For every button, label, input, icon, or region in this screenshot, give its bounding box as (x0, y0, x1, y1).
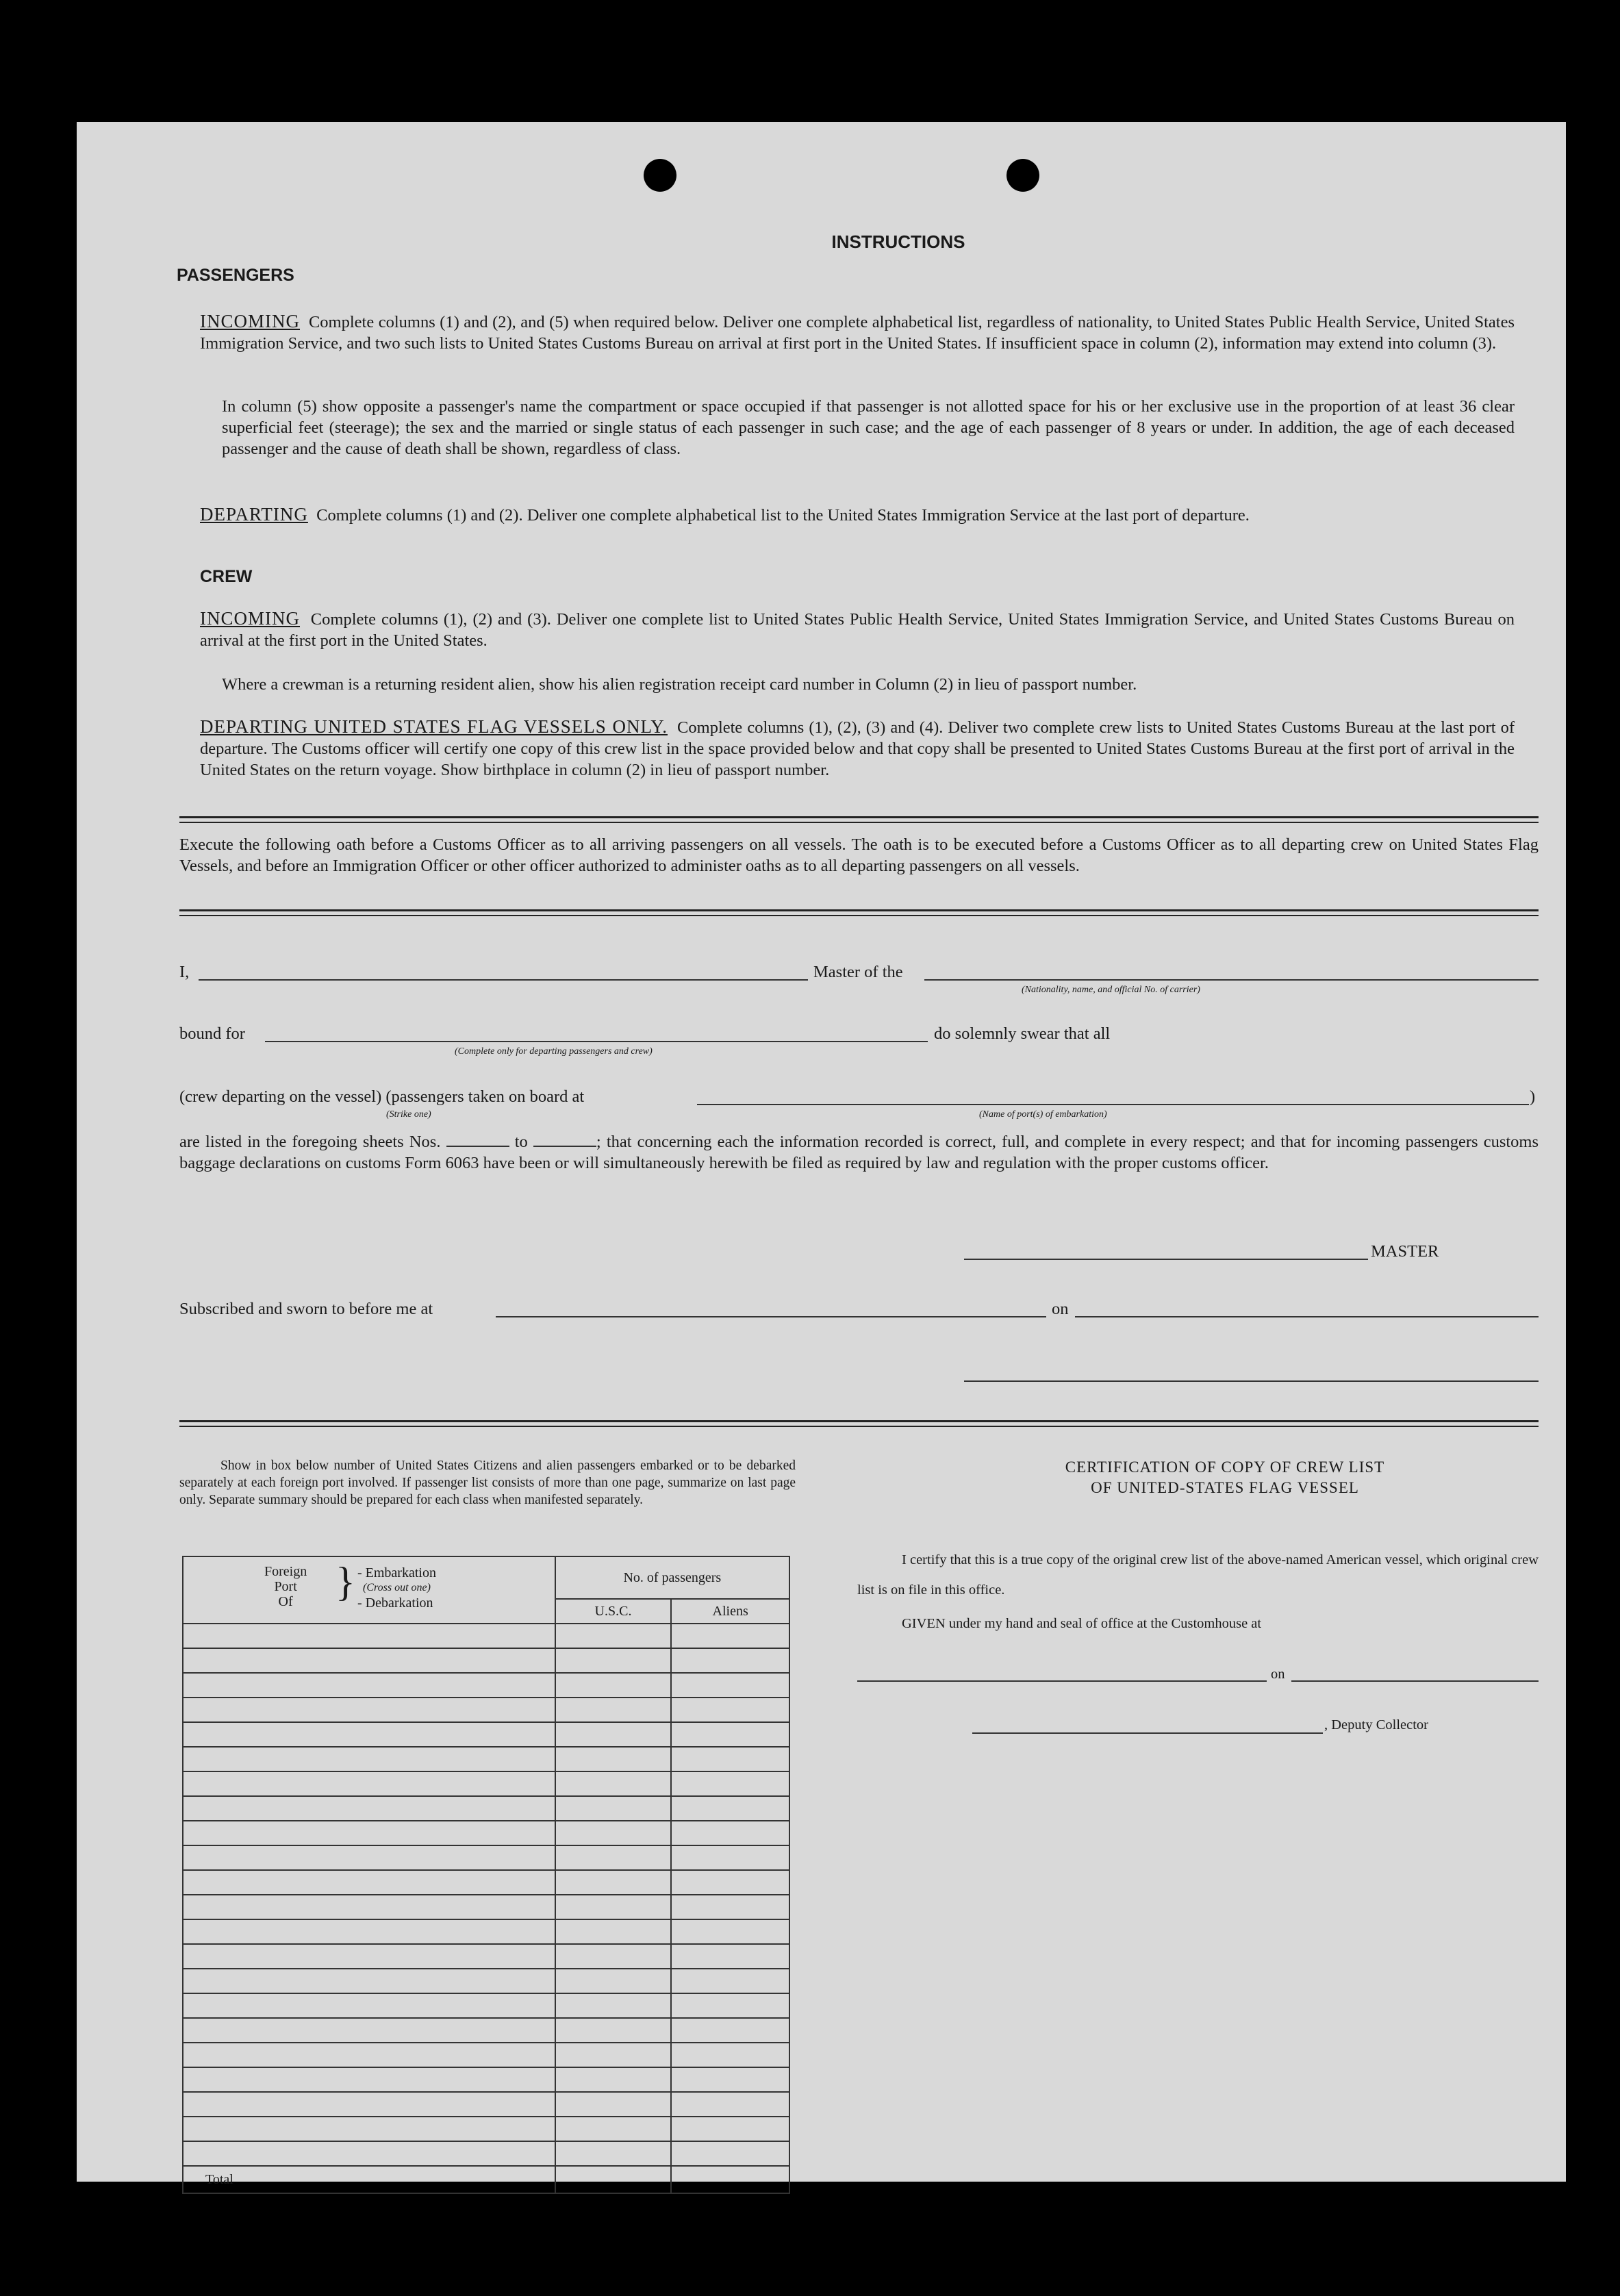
foreign-port-of (264, 1564, 307, 1609)
usc-cell[interactable] (555, 1796, 672, 1821)
certify-text: I certify that this is a true copy of the original crew list of the above-named American vessel, which original crew list is on file in this office. (857, 1552, 1539, 1598)
usc-total-cell[interactable] (555, 2166, 672, 2193)
usc-cell[interactable] (555, 1722, 672, 1747)
bound-for-label: bound for (179, 1024, 245, 1043)
crewman-instructions: Where a crewman is a returning resident alien, show his alien registration receipt card number in Column (2) in lieu of passport number. (222, 675, 1137, 694)
close-paren: ) (1530, 1087, 1536, 1106)
aliens-cell[interactable] (671, 1919, 789, 1944)
usc-cell[interactable] (555, 1993, 672, 2018)
aliens-total-cell[interactable] (671, 2166, 789, 2193)
of-label: Of (278, 1594, 293, 1609)
usc-cell[interactable] (555, 1919, 672, 1944)
divider (179, 1426, 1539, 1427)
port-cell[interactable] (183, 1673, 555, 1698)
usc-header: U.S.C. (555, 1599, 672, 1624)
master-name-field[interactable] (199, 979, 808, 981)
usc-cell[interactable] (555, 2018, 672, 2043)
usc-cell[interactable] (555, 1969, 672, 1993)
carrier-field[interactable] (924, 979, 1539, 981)
aliens-cell[interactable] (671, 1821, 789, 1845)
listed-a: are listed in the foregoing sheets Nos. (179, 1133, 441, 1151)
usc-cell[interactable] (555, 1771, 672, 1796)
cert-on-label: on (1271, 1667, 1285, 1682)
port-cell[interactable] (183, 1845, 555, 1870)
aliens-header: Aliens (671, 1599, 789, 1624)
aliens-cell[interactable] (671, 1895, 789, 1919)
usc-cell[interactable] (555, 1648, 672, 1673)
deputy-collector-label: , Deputy Collector (1324, 1717, 1429, 1732)
bound-for-field[interactable] (265, 1041, 928, 1042)
port-cell[interactable] (183, 2092, 555, 2117)
port-cell[interactable] (183, 1919, 555, 1944)
usc-cell[interactable] (555, 2067, 672, 2092)
oath-instructions: Execute the following oath before a Customs Officer as to all arriving passengers on all vessels. The oath is to be executed before a Customs Officer as to all departing crew on United States Flag Vessels, and before an Immigration Officer or other officer authorized to administer oaths as to all departing passengers on all vessels. (179, 835, 1539, 875)
aliens-cell[interactable] (671, 2092, 789, 2117)
aliens-cell[interactable] (671, 2067, 789, 2092)
departing-label: DEPARTING (200, 504, 308, 525)
certification-title-line2: OF UNITED-STATES FLAG VESSEL (1091, 1479, 1359, 1496)
carrier-note: (Nationality, name, and official No. of carrier) (1022, 985, 1200, 995)
crew-incoming-instructions (200, 608, 1515, 651)
crew-departing-label: (crew departing on the vessel) (passengers taken on board at (179, 1087, 585, 1106)
usc-cell[interactable] (555, 1698, 672, 1722)
aliens-cell[interactable] (671, 1698, 789, 1722)
oath-i: I, (179, 963, 190, 981)
flag-vessel-text: Complete columns (1), (2), (3) and (4). Deliver two complete crew lists to United States Customs Bureau at the last port of departure. The Customs officer will certify one copy of this crew list in the space provided below and that copy shall be presented to United States Customs Bureau at the first port of arrival in the United States on the return voyage. Show birthplace in column (2) in lieu of passport number. (200, 718, 1515, 779)
usc-cell[interactable] (555, 1895, 672, 1919)
do-solemnly-label: do solemnly swear that all (934, 1024, 1111, 1043)
divider (179, 1420, 1539, 1422)
sworn-date-field[interactable] (1075, 1316, 1539, 1317)
summary-instructions: Show in box below number of United States Citizens and alien passengers embarked or to be debarked separately at each foreign port involved. If passenger list consists of more than one page, summarize on last page only. Separate summary should be prepared for each class when manifested separately. (179, 1459, 796, 1507)
port-cell[interactable] (183, 1698, 555, 1722)
debarkation-option[interactable]: - Debarkation (357, 1595, 433, 1611)
aliens-cell[interactable] (671, 1993, 789, 2018)
port-cell[interactable] (183, 2043, 555, 2067)
divider (179, 915, 1539, 916)
usc-cell[interactable] (555, 2092, 672, 2117)
embarkation-port-field[interactable] (697, 1104, 1529, 1105)
certification-title-line1: CERTIFICATION OF COPY OF CREW LIST (1065, 1459, 1385, 1476)
usc-cell[interactable] (555, 1944, 672, 1969)
bound-note: (Complete only for departing passengers and crew) (455, 1046, 653, 1057)
port-cell[interactable] (183, 1648, 555, 1673)
total-label: Total (183, 2166, 555, 2193)
sworn-on-label: on (1052, 1300, 1069, 1318)
deputy-signature-field[interactable] (972, 1732, 1323, 1734)
port-cell[interactable] (183, 1870, 555, 1895)
flag-vessel-label: DEPARTING UNITED STATES FLAG VESSELS ONLY. (200, 716, 668, 737)
column5-instructions: In column (5) show opposite a passenger's name the compartment or space occupied if that passenger is not allotted space for his or her exclusive use in the proportion of at least 36 clear superficial feet (steerage); the sex and the married or single status of each passenger in such case; and the age of each passenger of 8 years or under. In addition, the age of each deceased passenger and the cause of death shall be shown, regardless of class. (222, 397, 1515, 458)
aliens-cell[interactable] (671, 1648, 789, 1673)
brace-glyph: } (336, 1559, 355, 1604)
incoming-text: Complete columns (1) and (2), and (5) when required below. Deliver one complete alphabetical list, regardless of nationality, to United States Public Health Service, United States Immigration Service, and two such lists to United States Customs Bureau on arrival at first port in the United States. If insufficient space in column (2), information may extend into column (3). (200, 313, 1515, 353)
strike-one-note: (Strike one) (386, 1109, 431, 1120)
customhouse-field[interactable] (857, 1680, 1267, 1682)
aliens-cell[interactable] (671, 2117, 789, 2141)
master-of-the-label: Master of the (813, 963, 903, 981)
usc-cell[interactable] (555, 1870, 672, 1895)
usc-cell[interactable] (555, 1624, 672, 1648)
punch-hole (644, 159, 676, 192)
divider (179, 822, 1539, 823)
port-label: Port (274, 1579, 297, 1594)
aliens-cell[interactable] (671, 2141, 789, 2166)
passengers-heading: PASSENGERS (177, 266, 294, 285)
no-of-passengers-header: No. of passengers (555, 1556, 789, 1599)
port-cell[interactable] (183, 1993, 555, 2018)
crew-heading: CREW (200, 567, 253, 586)
aliens-cell[interactable] (671, 2043, 789, 2067)
cross-out-note: (Cross out one) (363, 1582, 431, 1593)
aliens-cell[interactable] (671, 1673, 789, 1698)
port-header-cell (183, 1556, 555, 1624)
given-text: GIVEN under my hand and seal of office at the Customhouse at (902, 1616, 1262, 1631)
foreign-label: Foreign (264, 1564, 307, 1579)
incoming-label: INCOMING (200, 311, 300, 331)
port-cell[interactable] (183, 1722, 555, 1747)
usc-cell[interactable] (555, 1673, 672, 1698)
aliens-cell[interactable] (671, 1870, 789, 1895)
aliens-cell[interactable] (671, 1796, 789, 1821)
port-cell[interactable] (183, 2141, 555, 2166)
port-cell[interactable] (183, 1944, 555, 1969)
departing-instructions (200, 504, 1515, 526)
master-signature-field[interactable] (964, 1259, 1368, 1260)
officer-signature-field[interactable] (964, 1380, 1539, 1382)
divider (179, 909, 1539, 911)
divider (179, 816, 1539, 818)
passenger-summary-table (182, 1556, 790, 2194)
port-cell[interactable] (183, 2067, 555, 2092)
listed-sheets-text (179, 1131, 1539, 1174)
embark-options (357, 1565, 436, 1611)
usc-cell[interactable] (555, 1821, 672, 1845)
sheet-from-field[interactable] (446, 1146, 509, 1147)
sheet-to-field[interactable] (533, 1146, 596, 1147)
port-cell[interactable] (183, 2018, 555, 2043)
subscribed-label: Subscribed and sworn to before me at (179, 1300, 433, 1318)
port-cell[interactable] (183, 1796, 555, 1821)
port-cell[interactable] (183, 1895, 555, 1919)
certification-title (941, 1457, 1509, 1498)
aliens-cell[interactable] (671, 1969, 789, 1993)
flag-vessel-instructions (200, 716, 1515, 781)
usc-cell[interactable] (555, 2043, 672, 2067)
sworn-place-field[interactable] (496, 1316, 1046, 1317)
port-cell[interactable] (183, 1969, 555, 1993)
port-cell[interactable] (183, 1771, 555, 1796)
port-cell[interactable] (183, 2117, 555, 2141)
aliens-cell[interactable] (671, 1845, 789, 1870)
port-cell[interactable] (183, 1821, 555, 1845)
incoming-instructions (200, 311, 1515, 354)
aliens-cell[interactable] (671, 1747, 789, 1771)
form-page (77, 122, 1566, 2187)
port-cell[interactable] (183, 1747, 555, 1771)
embarkation-option[interactable]: - Embarkation (357, 1565, 436, 1580)
punch-hole (1007, 159, 1039, 192)
aliens-cell[interactable] (671, 1944, 789, 1969)
port-cell[interactable] (183, 1624, 555, 1648)
listed-to: to (514, 1133, 528, 1151)
usc-cell[interactable] (555, 1747, 672, 1771)
aliens-cell[interactable] (671, 1624, 789, 1648)
aliens-cell[interactable] (671, 1771, 789, 1796)
port-note: (Name of port(s) of embarkation) (979, 1109, 1107, 1120)
usc-cell[interactable] (555, 1845, 672, 1870)
page-title: INSTRUCTIONS (831, 231, 965, 252)
usc-cell[interactable] (555, 2141, 672, 2166)
master-label: MASTER (1371, 1242, 1439, 1261)
listed-b: ; that concerning each the information recorded is correct, full, and complete in every respect; and that for incoming passengers customs baggage declarations on customs Form 6063 have been or will simultaneously herewith be filed as required by law and regulation with the proper customs officer. (179, 1133, 1539, 1172)
crew-incoming-label: INCOMING (200, 608, 300, 629)
crew-incoming-text: Complete columns (1), (2) and (3). Deliver one complete list to United States Public Health Service, United States Immigration Service, and United States Customs Bureau on arrival at the first port in the United States. (200, 610, 1515, 650)
aliens-cell[interactable] (671, 2018, 789, 2043)
departing-text: Complete columns (1) and (2). Deliver one complete alphabetical list to the United States Immigration Service at the last port of departure. (316, 506, 1250, 525)
cert-date-field[interactable] (1291, 1680, 1539, 1682)
usc-cell[interactable] (555, 2117, 672, 2141)
aliens-cell[interactable] (671, 1722, 789, 1747)
